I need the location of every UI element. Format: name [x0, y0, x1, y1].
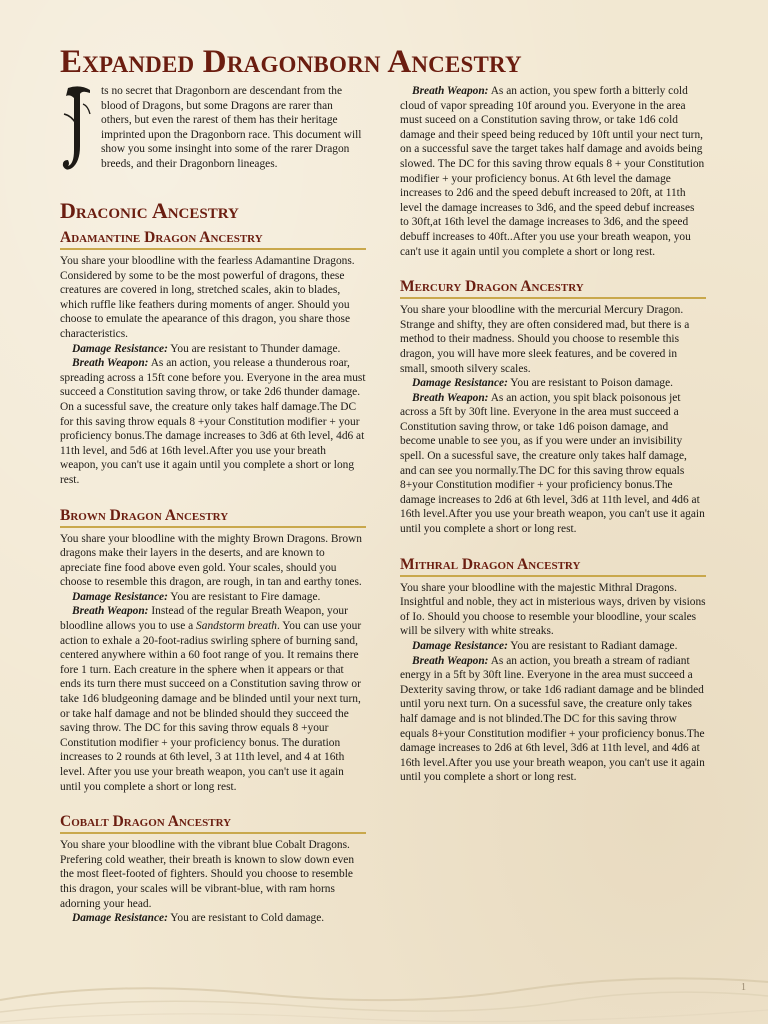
breath-weapon-label: Breath Weapon: — [72, 605, 149, 618]
brown-resistance — [60, 590, 366, 605]
adamantine-heading: Adamantine Dragon Ancestry — [60, 228, 366, 250]
mercury-resistance — [400, 376, 706, 391]
breath-weapon-label: Breath Weapon: — [412, 391, 489, 404]
intro-block — [60, 84, 366, 174]
right-column — [400, 84, 706, 785]
mithral-breath — [400, 654, 706, 785]
brown-breath-pre: Instead of the regular Breath Weapon, your bloodline allows you to use a — [60, 605, 348, 633]
mercury-breath — [400, 391, 706, 537]
brown-heading: Brown Dragon Ancestry — [60, 506, 366, 528]
intro-text: ts no secret that Dragonborn are descendant from the blood of Dragons, but some Dragons are rarer than others, but even the rarest of them has their heritage imprinted upon the Dragonborn race. This document will show you some insinght into some of the rarer Dragon breeds, and their Dragonborn lineages. — [101, 85, 362, 170]
damage-resistance-label: Damage Resistance: — [412, 640, 508, 652]
cobalt-heading: Cobalt Dragon Ancestry — [60, 812, 366, 834]
brown-breath-em: Sandstorm breath — [196, 620, 277, 633]
adamantine-resistance — [60, 342, 366, 357]
dropcap-letter — [60, 84, 94, 174]
page-number: 1 — [741, 982, 746, 993]
cobalt-description: You share your bloodline with the vibrant blue Cobalt Dragons. Prefering cold weather, their breath is known to slow down even the most fleet-footed of fighters. Should you choose to resemble this dragon, your scales will be vibrant-blue, with ram horns adorning your head. — [60, 839, 355, 910]
brown-breath — [60, 604, 366, 794]
breath-weapon-label: Breath Weapon: — [412, 654, 489, 667]
damage-resistance-label: Damage Resistance: — [412, 377, 508, 390]
cobalt-resistance — [60, 911, 366, 926]
adamantine-breath — [60, 356, 366, 487]
brown-resistance-text: You are resistant to Fire damage. — [170, 590, 321, 603]
cobalt-resistance-text: You are resistant to Cold damage. — [170, 912, 325, 925]
mithral-description: You share your bloodline with the majestic Mithral Dragons. Insightful and noble, they act in misterious ways, driven by visions of Io. Should you choose to resemble your bloodline, your scales will be silvery with white streaks. — [400, 581, 706, 638]
adamantine-resistance-text: You are resistant to Thunder damage. — [170, 342, 341, 355]
adamantine-description: You share your bloodline with the fearless Adamantine Dragons. Considered by some to be the most powerful of dragons, these creatures are covered in long, stretched scales, akin to blades, which ruffle like feathers during moments of anger. Should you choose to emulate the apearance of this dragon, you share those characteristics. — [60, 255, 355, 340]
footer-swirl-icon — [0, 960, 768, 1024]
mithral-resistance-text: You are resistant to Radiant damage. — [510, 640, 678, 652]
page-title: Expanded Dragonborn Ancestry — [60, 44, 522, 80]
mercury-heading: Mercury Dragon Ancestry — [400, 277, 706, 299]
brown-breath-post: . You can use your action to exhale a 20-foot-radius swirling sphere of burning sand, centered anywhere within a 60 foot range of you. It remains there fore 1 turn. Each creature in the sphere when it appears or that ends its turn there must succeed on a Constitution saving throw or take 1d6 bludgeoning damage and be blinded until your next turn, or take half damage and not be blinded should they succeed the saving throw. The DC for this saving throw equals 8 +your Constitution modifier + your proficiency bonus. The duration increases to 2 rounds at 6th level, 3 at 11th level, and 4 at 16th level. After you use your breath weapon, you can't use it again until you complete a short or long rest. — [60, 620, 362, 793]
adamantine-breath-text: As an action, you release a thunderous roar, spreading across a 15ft cone before you. Everyone in the area must succeed a Constitution saving throw, or take 2d6 thunder damage. On a sucessful save, the creature only takes half damage.The DC for this saving throw equals 8 +your Constitution modifier + your proficiency bonus.The damage increases to 3d6 at 6th level, 4d6 at 11th level, and 5d6 at 16th level.After you use your breath weapon, you can't use it again until you complete a short or long rest. — [60, 357, 366, 486]
breath-weapon-label: Breath Weapon: — [412, 85, 489, 97]
cobalt-breath — [400, 84, 706, 259]
mercury-description: You share your bloodline with the mercurial Mercury Dragon. Strange and shifty, they are often considered mad, but there is a method to their madness. Should you choose to resemble this dragon, you will have more sleek features, and be covered in small, smooth silvery scales. — [400, 304, 690, 375]
cobalt-breath-text: As an action, you spew forth a bitterly cold cloud of vapor spreading 10f around you. Everyone in the area must suceed on a Constitution saving throw, or take 1d6 cold damage and their speed being reduced by 10ft until your nect turn, on a successful save the target takes half damage and avoids being slowed. The DC for this saving throw equals 8 + your Constitution modifier + your proficiency bonus. At 6th level the damage increases to 2d6 and the speed debuft increased to 20ft, at 11th level the damage increases to 3d6, and the speed debuf increases to 30ft,at 16th level the damage increases to 3d6, and the speed debuff increases to 40ft..After you use your breath weapon, you can't use it again until you complete a short or long rest. — [400, 85, 705, 258]
mithral-resistance — [400, 639, 706, 654]
mercury-breath-text: As an action, you spit black poisonous jet across a 5ft by 30ft line. Everyone in the area must succeed a Constitution saving throw, or take 1d6 poison damage, and become unable to see you, as if you were under an invisibility spell. On a sucessful save, the creature only takes half damage, and can see you normally.The DC for this saving throw equals 8+your Constitution modifier + your proficiency bonus.The damage increases to 2d6 at 6th level, 3d6 at 11th level, and 4d6 at 16th level.After you use your breath weapon, you can't use it again until you complete a short or long rest. — [400, 391, 705, 536]
damage-resistance-label: Damage Resistance: — [72, 342, 168, 355]
brown-description: You share your bloodline with the mighty Brown Dragons. Brown dragons make their layers in the deserts, and are known to apreciate fine food above even gold. Your scales, should you choose to resemble this dragon, are rough, in tan and earthy tones. — [60, 532, 362, 589]
damage-resistance-label: Damage Resistance: — [72, 912, 168, 925]
left-column — [60, 84, 366, 926]
damage-resistance-label: Damage Resistance: — [72, 590, 168, 603]
mercury-resistance-text: You are resistant to Poison damage. — [510, 377, 674, 390]
dropcap-i-icon — [60, 84, 94, 176]
section-heading: Draconic Ancestry — [60, 198, 239, 223]
breath-weapon-label: Breath Weapon: — [72, 357, 149, 370]
mithral-heading: Mithral Dragon Ancestry — [400, 555, 706, 577]
mithral-breath-text: As an action, you breath a stream of radiant energy in a 5ft by 30ft line. Everyone in the area must succeed a Dexterity saving throw, or take 1d6 radiant damage and be blinded until yoru next turn. On a sucessful save, the creature only takes half damage and is not blinded.The DC for this saving throw equals 8+your Constitution modifier + your proficiency bonus.The damage increases to 2d6 at 6th level, 3d6 at 11th level, and 4d6 at 16th level.After you use your breath weapon, you can't use it again until you complete a short or long rest. — [400, 654, 705, 784]
